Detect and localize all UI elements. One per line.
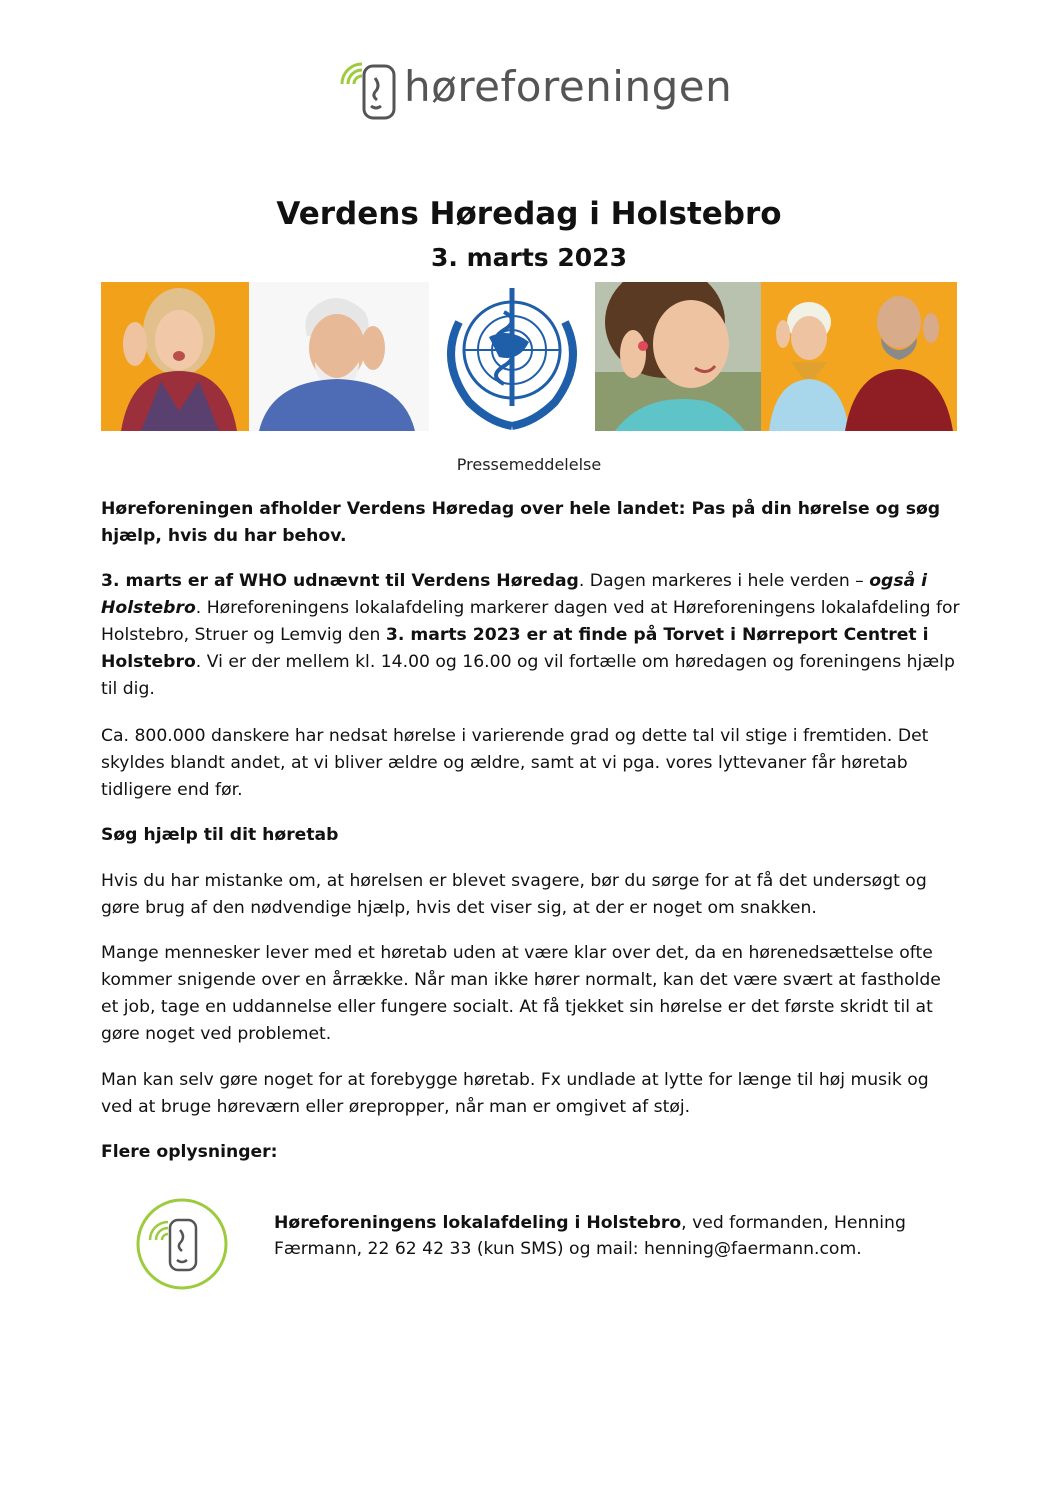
help-paragraph: Hvis du har mistanke om, at hørelsen er blevet svagere, bør du sørge for at få det undersøgt og gøre brug af den nødvendige hjælp, hvis det viser sig, at der er noget om snakken. [101,871,927,918]
contact-details: , ved formanden, Henning Færmann, 22 62 42 33 (kun SMS) og mail: henning@faermann.com. [274,1213,906,1259]
circle-logo-icon [134,1196,230,1292]
document-type-label: Pressemeddelelse [456,455,602,474]
holstebro-emphasis: også i Holstebro [101,571,928,618]
older-man-listening-photo [249,282,429,431]
event-location: 3. marts 2023 er at finde på Torvet i Nørreport Centret i Holstebro [101,625,929,672]
who-emblem [429,282,595,431]
woman-listening-photo [101,282,249,431]
statistics-paragraph: Ca. 800.000 danskere har nedsat hørelse i varierende grad og dette tal vil stige i fremtiden. Det skyldes blandt andet, at vi bliver ældre og ældre, samt at vi pga. vores lyttevaner får høretab tidligere end før. [101,726,929,800]
page-title: Verdens Høredag i Holstebro [276,196,782,232]
logo-wordmark: høreforeningen [404,62,733,111]
more-info-heading: Flere oplysninger: [101,1142,278,1162]
contact-info [274,1210,934,1262]
awareness-paragraph: Mange mennesker lever med et høretab uden at være klar over det, da en hørenedsættelse ofte kommer snigende over en årrække. Når man ikke hører normalt, kan det være svært at fastholde et job, tage en uddannelse eller fungere socialt. At få tjekket sin hørelse er det første skridt til at gøre noget ved problemet. [101,943,941,1044]
event-paragraph: 3. marts er af WHO udnævnt til Verdens Høredag. Dagen markeres i hele verden – også i Holstebro. Høreforeningens lokalafdeling markerer dagen ved at Høreforeningens lokalafdeling for Holstebro, Struer og Lemvig den 3. marts 2023 er at finde på Torvet i Nørreport Centret i Holstebro. Vi er der mellem kl. 14.00 og 16.00 og vil fortælle om høredagen og foreningens hjælp til dig. [101,571,960,699]
prevention-paragraph: Man kan selv gøre noget for at forebygge høretab. Fx undlade at lytte for længe til høj musik og ved at bruge høreværn eller ørepropper, når man er omgivet af støj. [101,1070,929,1117]
help-heading: Søg hjælp til dit høretab [101,825,339,845]
who-designation: 3. marts er af WHO udnævnt til Verdens Høredag [101,571,579,591]
face-ear-icon [338,58,402,128]
couple-listening-photo [761,282,957,431]
intro-paragraph: Høreforeningen afholder Verdens Høredag over hele landet: Pas på din hørelse og søg hjælp, hvis du har behov. [101,499,941,546]
photo-banner [101,282,957,431]
girl-ear-photo [595,282,761,431]
event-date: 3. marts 2023 [431,243,627,272]
hoereforeningen-logo [338,58,733,128]
contact-organization: Høreforeningens lokalafdeling i Holstebro [274,1213,682,1233]
